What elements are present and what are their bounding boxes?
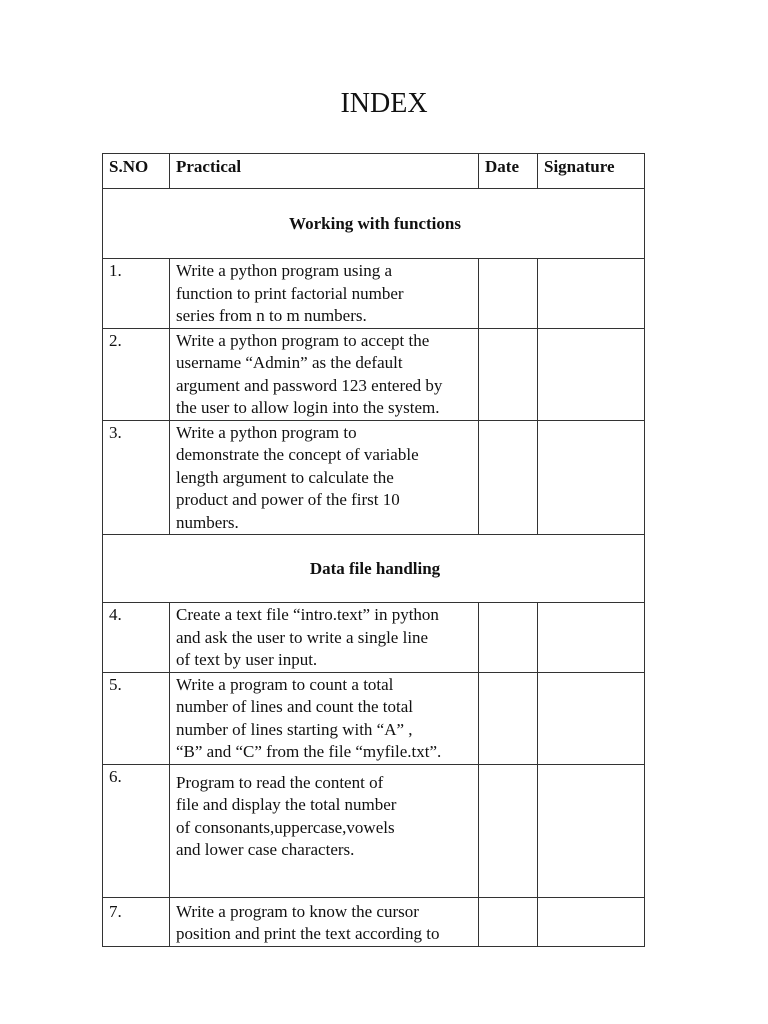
row-signature-cell	[538, 764, 645, 897]
row-date-cell	[479, 764, 538, 897]
row-practical: Write a program to count a total number of lines and count the total number of lines starting with “A” , “B” and “C” from the file “myfile.txt”.	[170, 672, 479, 764]
row-date-cell	[479, 897, 538, 946]
table-row	[103, 764, 645, 897]
section-heading-row	[103, 535, 645, 603]
row-signature-cell	[538, 603, 645, 673]
row-sno: 3.	[103, 420, 170, 535]
row-practical: Write a program to know the cursor position and print the text according to	[170, 897, 479, 946]
row-sno: 1.	[103, 259, 170, 329]
row-date-cell	[479, 420, 538, 535]
page-title: INDEX	[340, 88, 428, 119]
header-date: Date	[479, 154, 538, 189]
row-date-cell	[479, 672, 538, 764]
row-sno: 5.	[103, 672, 170, 764]
row-date-cell	[479, 259, 538, 329]
table-row	[103, 897, 645, 946]
row-signature-cell	[538, 328, 645, 420]
section-heading: Working with functions	[103, 189, 645, 259]
table-header-row	[103, 154, 645, 189]
row-practical: Write a python program using a function to print factorial number series from n to m numbers.	[170, 259, 479, 329]
index-table	[102, 153, 645, 947]
row-sno: 7.	[103, 897, 170, 946]
row-signature-cell	[538, 420, 645, 535]
row-sno: 2.	[103, 328, 170, 420]
row-practical: Program to read the content of file and display the total number of consonants,uppercase,vowels and lower case characters.	[170, 764, 479, 897]
row-signature-cell	[538, 672, 645, 764]
header-sno: S.NO	[103, 154, 170, 189]
row-date-cell	[479, 603, 538, 673]
row-signature-cell	[538, 897, 645, 946]
table-row	[103, 259, 645, 329]
table-row	[103, 603, 645, 673]
row-practical: Write a python program to accept the username “Admin” as the default argument and password 123 entered by the user to allow login into the system.	[170, 328, 479, 420]
header-practical: Practical	[170, 154, 479, 189]
row-practical: Write a python program to demonstrate the concept of variable length argument to calculate the product and power of the first 10 numbers.	[170, 420, 479, 535]
table-row	[103, 328, 645, 420]
section-heading-row	[103, 189, 645, 259]
table-row	[103, 672, 645, 764]
row-date-cell	[479, 328, 538, 420]
section-heading: Data file handling	[103, 535, 645, 603]
header-signature: Signature	[538, 154, 645, 189]
row-sno: 4.	[103, 603, 170, 673]
row-signature-cell	[538, 259, 645, 329]
row-sno: 6.	[103, 764, 170, 897]
table-row	[103, 420, 645, 535]
row-practical: Create a text file “intro.text” in python and ask the user to write a single line of text by user input.	[170, 603, 479, 673]
